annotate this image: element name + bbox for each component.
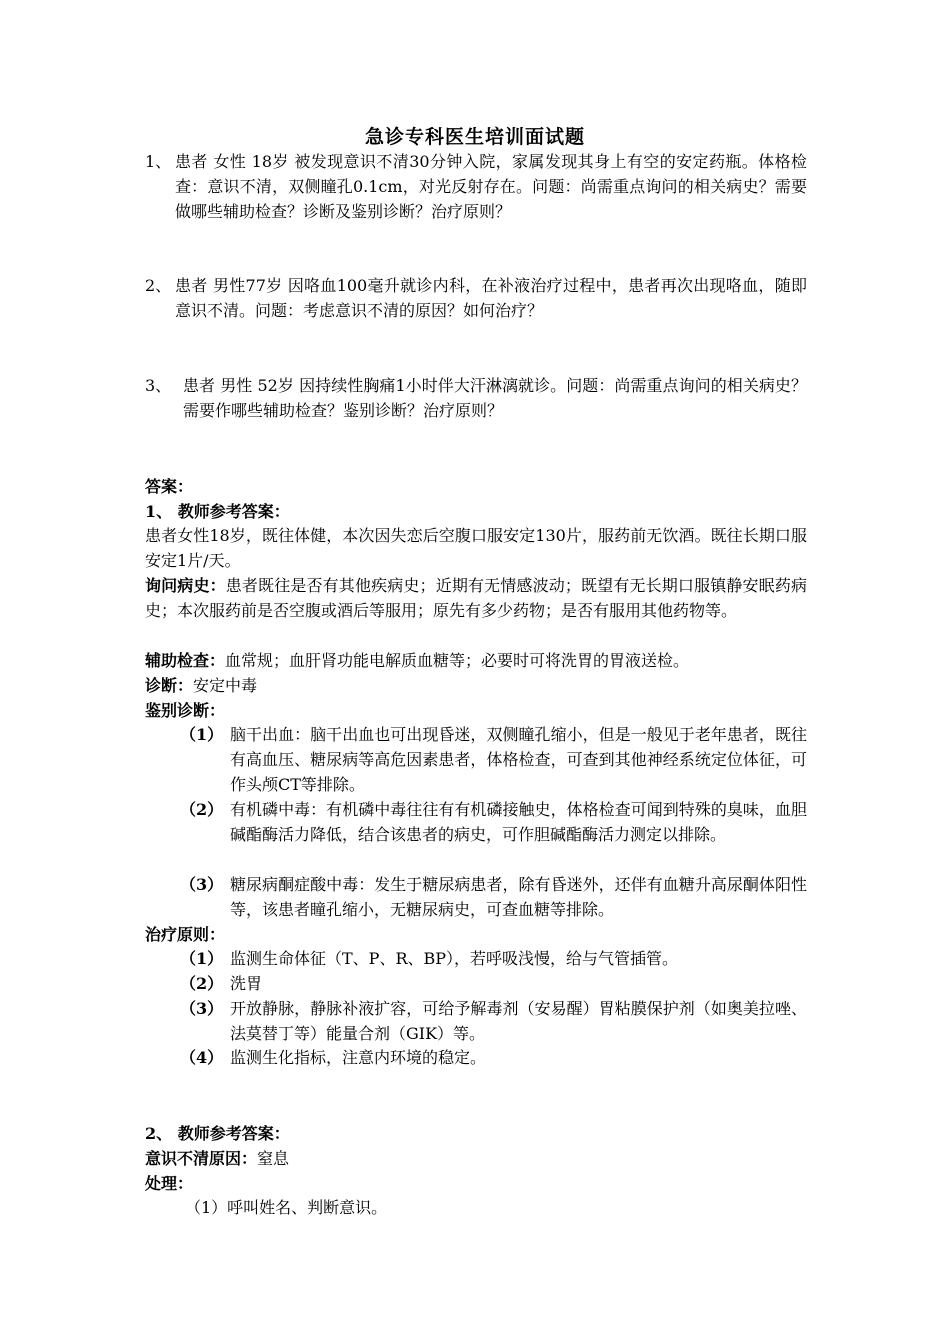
item-text: 糖尿病酮症酸中毒：发生于糖尿病患者，除有昏迷外，还伴有血糖升高尿酮体阳性等，该患者瞳孔缩小，无糖尿病史，可查血糖等排除。 bbox=[230, 875, 807, 919]
differential-item-3 bbox=[145, 872, 807, 922]
answer-1-intro: 患者女性18岁，既往体健，本次因失恋后空腹口服安定130片，服药前无饮酒。既往长期口服安定1片/天。 bbox=[145, 526, 807, 570]
history-text: 患者既往是否有其他疾病史；近期有无情感波动；既望有无长期口服镇静安眠药病史；本次服药前是否空腹或酒后等服用；原先有多少药物；是否有服用其他药物等。 bbox=[145, 576, 807, 620]
item-number: （3） bbox=[180, 875, 224, 894]
question-number: 2、 bbox=[145, 276, 172, 295]
item-text: 监测生化指标，注意内环境的稳定。 bbox=[230, 1048, 487, 1067]
treatment-item-4 bbox=[145, 1045, 807, 1070]
item-text: 洗胃 bbox=[230, 974, 263, 993]
item-text: 脑干出血：脑干出血也可出现昏迷，双侧瞳孔缩小，但是一般见于老年患者，既往有高血压、糖尿病等高危因素患者，体格检查，可查到其他神经系统定位体征，可作头颅CT等排除。 bbox=[230, 725, 807, 794]
cause-paragraph bbox=[145, 1146, 807, 1171]
diagnosis-label: 诊断： bbox=[145, 676, 194, 695]
handling-step-1: （1）呼叫姓名、判断意识。 bbox=[185, 1198, 388, 1217]
exam-paragraph bbox=[145, 648, 807, 673]
history-label: 询问病史： bbox=[145, 576, 226, 595]
page-title: 急诊专科医生培训面试题 bbox=[364, 126, 585, 148]
question-number: 3、 bbox=[145, 376, 172, 395]
item-number: （4） bbox=[180, 1048, 224, 1067]
treatment-item-3 bbox=[145, 996, 807, 1046]
item-number: （1） bbox=[180, 949, 224, 968]
item-text: 开放静脉，静脉补液扩容，可给予解毒剂（安易醒）胃粘膜保护剂（如奥美拉唑、法莫替丁等）能量合剂（GIK）等。 bbox=[230, 999, 807, 1043]
treatment-item-2 bbox=[145, 971, 807, 996]
item-number: （2） bbox=[180, 800, 224, 819]
question-3 bbox=[145, 373, 807, 423]
answer-2-heading: 2、 教师参考答案： bbox=[145, 1124, 290, 1143]
exam-label: 辅助检查： bbox=[145, 651, 226, 670]
item-text: 有机磷中毒：有机磷中毒往往有有机磷接触史，体格检查可闻到特殊的臭味，血胆碱酯酶活力降低，结合该患者的病史，可作胆碱酯酶活力测定以排除。 bbox=[230, 800, 807, 844]
answers-heading: 答案： bbox=[145, 477, 194, 496]
question-2 bbox=[145, 273, 807, 323]
handling-label: 处理： bbox=[145, 1174, 194, 1193]
exam-text: 血常规；血肝肾功能电解质血糖等；必要时可将洗胃的胃液送检。 bbox=[225, 651, 690, 670]
item-text: 监测生命体征（T、P、R、BP），若呼吸浅慢，给与气管插管。 bbox=[230, 949, 679, 968]
cause-text: 窒息 bbox=[257, 1149, 290, 1168]
cause-label: 意识不清原因： bbox=[145, 1149, 258, 1168]
item-number: （1） bbox=[180, 725, 224, 744]
question-text: 患者 男性77岁 因咯血100毫升就诊内科，在补液治疗过程中，患者再次出现咯血，随即意识不清。问题：考虑意识不清的原因？如何治疗？ bbox=[175, 276, 807, 320]
question-number: 1、 bbox=[145, 152, 172, 171]
item-number: （3） bbox=[180, 999, 224, 1018]
differential-item-1 bbox=[145, 722, 807, 797]
answer-1-heading: 1、 教师参考答案： bbox=[145, 502, 290, 521]
differential-label: 鉴别诊断： bbox=[145, 701, 226, 720]
question-1 bbox=[145, 149, 807, 224]
diagnosis-paragraph bbox=[145, 673, 807, 698]
diagnosis-text: 安定中毒 bbox=[193, 676, 258, 695]
differential-item-2 bbox=[145, 797, 807, 847]
question-text: 患者 女性 18岁 被发现意识不清30分钟入院，家属发现其身上有空的安定药瓶。体格检查：意识不清，双侧瞳孔0.1cm，对光反射存在。问题：尚需重点询问的相关病史？需要做哪些辅助检查？诊断及鉴别诊断？治疗原则？ bbox=[175, 152, 807, 221]
treatment-item-1 bbox=[145, 946, 807, 971]
item-number: （2） bbox=[180, 974, 224, 993]
history-paragraph bbox=[145, 573, 807, 623]
treatment-label: 治疗原则： bbox=[145, 925, 226, 944]
question-text: 患者 男性 52岁 因持续性胸痛1小时伴大汗淋漓就诊。问题：尚需重点询问的相关病史？需要作哪些辅助检查？鉴别诊断？治疗原则？ bbox=[183, 376, 807, 420]
